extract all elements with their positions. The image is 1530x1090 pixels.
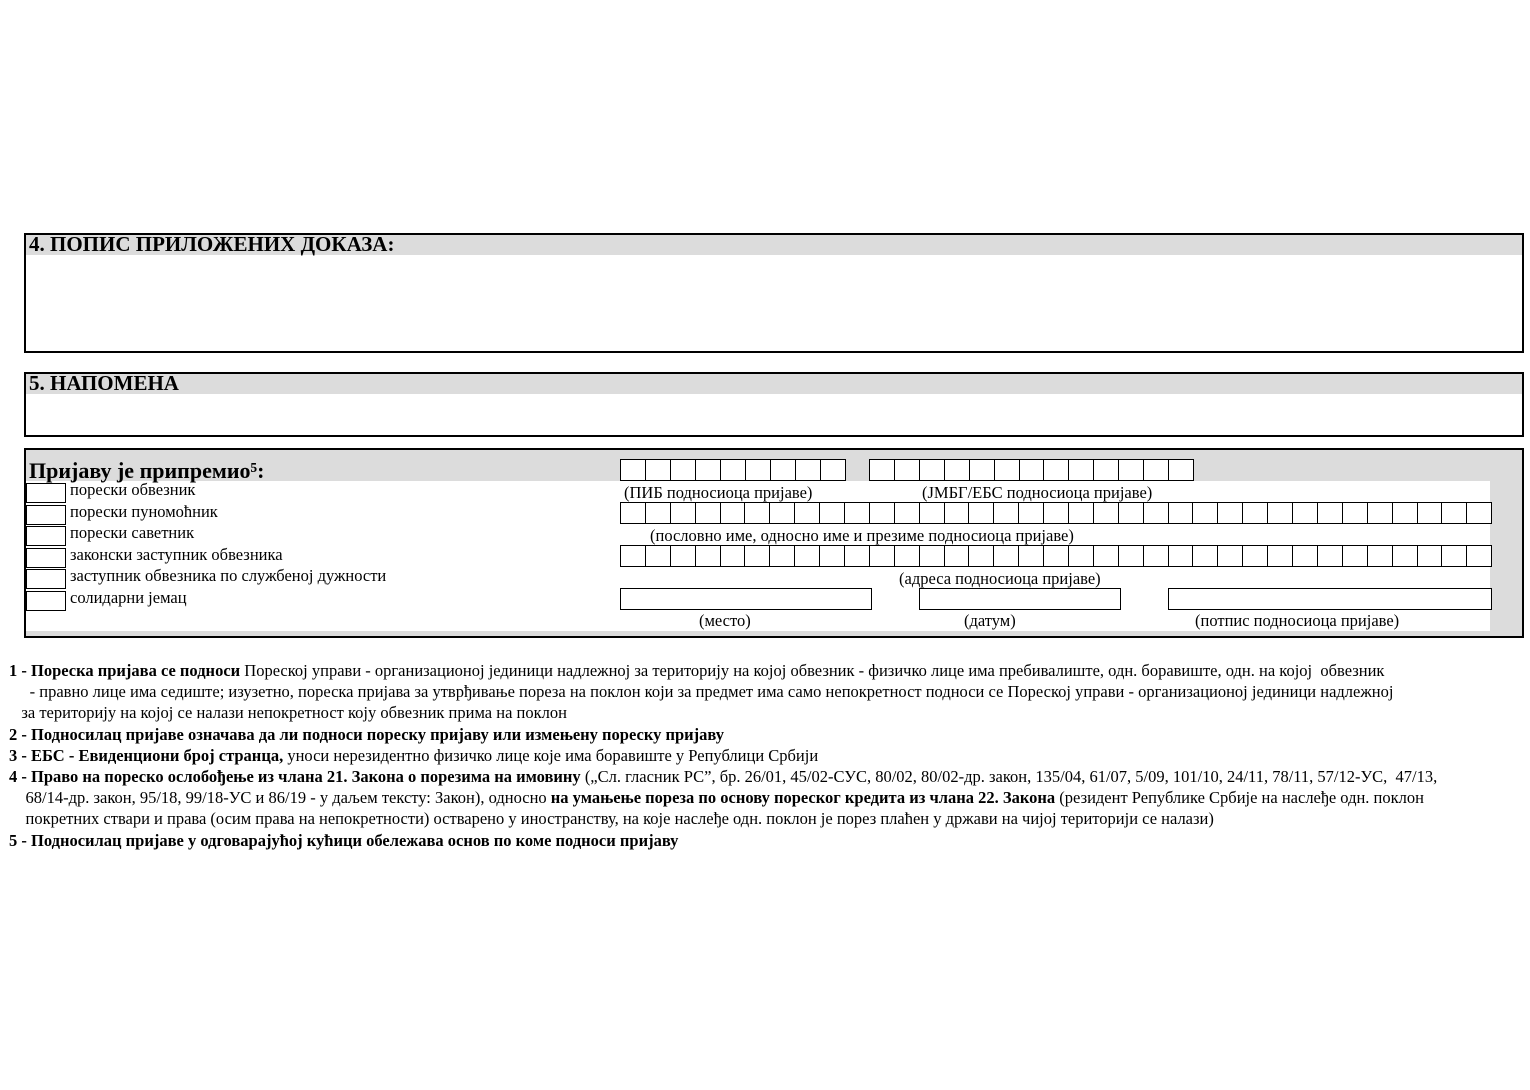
- section-title: 4. ПОПИС ПРИЛОЖЕНИХ ДОКАЗА:: [29, 232, 395, 256]
- prepared-title: Пријаву је припремио⁵:: [29, 458, 265, 483]
- section-title: 5. НАПОМЕНА: [29, 371, 179, 395]
- digit-cell[interactable]: [1343, 546, 1368, 566]
- digit-cell[interactable]: [721, 503, 746, 523]
- digit-cell[interactable]: [696, 546, 721, 566]
- digit-cell[interactable]: [771, 460, 796, 480]
- digit-cell[interactable]: [621, 503, 646, 523]
- digit-cell[interactable]: [1044, 503, 1069, 523]
- footnote-bold-text: 3 - ЕБС - Евиденциони број странца,: [9, 745, 284, 765]
- role-label: порески обвезник: [70, 480, 196, 499]
- digit-cell[interactable]: [1193, 546, 1218, 566]
- digit-cell[interactable]: [820, 503, 845, 523]
- digit-cell[interactable]: [696, 503, 721, 523]
- role-label: законски заступник обвезника: [70, 544, 283, 564]
- role-label: солидарни јемац: [70, 587, 187, 607]
- footnote-line: [9, 747, 818, 765]
- footnote-text: уноси нерезидентно физичко лице које има боравиште у Републици Србији: [283, 745, 819, 765]
- footnote-bold-text: 1 - Пореска пријава се подноси: [9, 661, 241, 680]
- footnote-line: [9, 704, 567, 722]
- section-prepared-by: [24, 448, 1524, 638]
- digit-cell[interactable]: [671, 460, 696, 480]
- digit-cell[interactable]: [1144, 546, 1169, 566]
- digit-cell[interactable]: [795, 503, 820, 523]
- role-label: порески саветник: [70, 523, 195, 542]
- footnote-bold-text: 4 - Право на пореско ослобођење из члана 21. Закона о порезима на имовину: [9, 767, 581, 786]
- footnote-bold-text: 2 - Подносилац пријаве означава да ли подноси пореску пријаву или измењену пореску пријаву: [9, 724, 725, 744]
- digit-cell[interactable]: [1368, 503, 1393, 523]
- digit-cell[interactable]: [770, 503, 795, 523]
- digit-cell[interactable]: [870, 460, 895, 480]
- digit-cell[interactable]: [1293, 546, 1318, 566]
- digit-cell[interactable]: [1094, 503, 1119, 523]
- digit-cell[interactable]: [745, 503, 770, 523]
- digit-cell[interactable]: [870, 503, 895, 523]
- footnote-bold-text: на умањење пореза по основу пореског кредита из члана 22. Закона: [550, 788, 1056, 808]
- evidence-list-field[interactable]: [30, 259, 1518, 347]
- jmbg-caption: (ЈМБГ/ЕБС подносиоца пријаве): [922, 483, 1153, 502]
- digit-cell[interactable]: [1268, 546, 1293, 566]
- role-checkbox[interactable]: [26, 526, 66, 546]
- digit-cell[interactable]: [895, 460, 920, 480]
- digit-cell[interactable]: [1094, 460, 1119, 480]
- digit-cell[interactable]: [945, 460, 970, 480]
- digit-cell[interactable]: [721, 546, 746, 566]
- digit-cell[interactable]: [1069, 460, 1094, 480]
- name-input[interactable]: [620, 502, 1492, 524]
- role-checkbox[interactable]: [26, 505, 66, 525]
- digit-cell[interactable]: [795, 546, 820, 566]
- digit-cell[interactable]: [745, 546, 770, 566]
- section-header: [26, 371, 1522, 395]
- pib-input[interactable]: [620, 459, 846, 481]
- digit-cell[interactable]: [1094, 546, 1119, 566]
- digit-cell[interactable]: [1418, 546, 1443, 566]
- digit-cell[interactable]: [1293, 503, 1318, 523]
- digit-cell[interactable]: [969, 503, 994, 523]
- digit-cell[interactable]: [1393, 546, 1418, 566]
- name-caption: (пословно име, односно име и презиме подносиоца пријаве): [650, 526, 1074, 545]
- digit-cell[interactable]: [1044, 546, 1069, 566]
- date-input[interactable]: [919, 588, 1121, 610]
- digit-cell[interactable]: [746, 460, 771, 480]
- digit-cell[interactable]: [646, 546, 671, 566]
- role-label: порески пуномоћник: [70, 501, 218, 521]
- digit-cell[interactable]: [870, 546, 895, 566]
- digit-cell[interactable]: [1393, 503, 1418, 523]
- address-caption: (адреса подносиоца пријаве): [899, 569, 1101, 588]
- footnote-text: (резидент Републике Србије на наслеђе одн. поклон: [1055, 788, 1424, 808]
- digit-cell[interactable]: [1442, 503, 1467, 523]
- digit-cell[interactable]: [621, 546, 646, 566]
- role-checkbox[interactable]: [26, 548, 66, 568]
- footnote-text: покретних ствари и права (осим права на непокретности) остварено у иностранству, на које наслеђе одн. поклон је порез плаћен у држави на чијој територији се налази): [9, 809, 1214, 829]
- digit-cell[interactable]: [1243, 503, 1268, 523]
- digit-cell[interactable]: [796, 460, 821, 480]
- digit-cell[interactable]: [945, 546, 970, 566]
- digit-cell[interactable]: [969, 546, 994, 566]
- digit-cell[interactable]: [696, 460, 721, 480]
- digit-cell[interactable]: [646, 503, 671, 523]
- digit-cell[interactable]: [1019, 503, 1044, 523]
- digit-cell[interactable]: [920, 546, 945, 566]
- digit-cell[interactable]: [1044, 460, 1069, 480]
- digit-cell[interactable]: [1020, 460, 1045, 480]
- digit-cell[interactable]: [895, 546, 920, 566]
- digit-cell[interactable]: [1069, 546, 1094, 566]
- footnote-text: - правно лице има седиште; изузетно, пореска пријава за утврђивање пореза на поклон који за предмет има само непокретност подноси се Пореској управи - организационој јединици надлежној: [9, 682, 1394, 702]
- digit-cell[interactable]: [1268, 503, 1293, 523]
- section-note: [24, 372, 1524, 437]
- footnote-line: [9, 683, 1393, 701]
- digit-cell[interactable]: [920, 503, 945, 523]
- digit-cell[interactable]: [646, 460, 671, 480]
- digit-cell[interactable]: [1243, 546, 1268, 566]
- footnote-text: 68/14-др. закон, 95/18, 99/18-УС и 86/19 - у даљем тексту: Закон), односно: [9, 788, 551, 808]
- footnote-bold-text: 5 - Подносилац пријаве у одговарајућој кућици обележава основ по коме подноси пријаву: [9, 830, 679, 850]
- section-header: [26, 232, 1522, 256]
- place-caption: (место): [699, 611, 751, 630]
- footnote-line: [9, 810, 1214, 828]
- footnote-line: [9, 789, 1424, 807]
- jmbg-input[interactable]: [869, 459, 1194, 481]
- digit-cell[interactable]: [1169, 460, 1193, 480]
- digit-cell[interactable]: [994, 546, 1019, 566]
- digit-cell[interactable]: [770, 546, 795, 566]
- footnote-line: [9, 726, 724, 744]
- digit-cell[interactable]: [995, 460, 1020, 480]
- digit-cell[interactable]: [845, 546, 870, 566]
- date-caption: (датум): [964, 611, 1016, 630]
- role-label: заступник обвезника по службеној дужности: [70, 566, 387, 585]
- digit-cell[interactable]: [1318, 546, 1343, 566]
- digit-cell[interactable]: [1169, 503, 1194, 523]
- digit-cell[interactable]: [671, 546, 696, 566]
- digit-cell[interactable]: [721, 460, 746, 480]
- digit-cell[interactable]: [1318, 503, 1343, 523]
- digit-cell[interactable]: [994, 503, 1019, 523]
- footnote-line: [9, 832, 678, 850]
- digit-cell[interactable]: [1442, 546, 1467, 566]
- digit-cell[interactable]: [1368, 546, 1393, 566]
- digit-cell[interactable]: [1019, 546, 1044, 566]
- digit-cell[interactable]: [1418, 503, 1443, 523]
- footnote-text: за територију на којој се налази непокретност коју обвезник прима на поклон: [9, 703, 567, 723]
- role-checkbox[interactable]: [26, 591, 66, 611]
- place-input[interactable]: [620, 588, 872, 610]
- digit-cell[interactable]: [821, 460, 845, 480]
- digit-cell[interactable]: [1218, 503, 1243, 523]
- digit-cell[interactable]: [945, 503, 970, 523]
- footnote-text: („Сл. гласник РС”, бр. 26/01, 45/02-СУС, 80/02, 80/02-др. закон, 135/04, 61/07, 5/09, 101/10, 24/11, 78/11, 57/12-УС, 47/13,: [580, 767, 1438, 786]
- digit-cell[interactable]: [1467, 503, 1491, 523]
- digit-cell[interactable]: [895, 503, 920, 523]
- digit-cell[interactable]: [621, 460, 646, 480]
- footnote-line: [9, 768, 1437, 786]
- digit-cell[interactable]: [820, 546, 845, 566]
- address-input[interactable]: [620, 545, 1492, 567]
- role-checkbox[interactable]: [26, 483, 66, 503]
- role-checkbox[interactable]: [26, 569, 66, 589]
- digit-cell[interactable]: [1169, 546, 1194, 566]
- digit-cell[interactable]: [1218, 546, 1243, 566]
- digit-cell[interactable]: [845, 503, 870, 523]
- digit-cell[interactable]: [1144, 460, 1169, 480]
- digit-cell[interactable]: [1069, 503, 1094, 523]
- digit-cell[interactable]: [920, 460, 945, 480]
- note-field[interactable]: [30, 398, 1518, 431]
- digit-cell[interactable]: [1119, 503, 1144, 523]
- pib-caption: (ПИБ подносиоца пријаве): [624, 483, 813, 502]
- digit-cell[interactable]: [1119, 546, 1144, 566]
- section-attached-evidence: [24, 233, 1524, 353]
- digit-cell[interactable]: [1343, 503, 1368, 523]
- digit-cell[interactable]: [1144, 503, 1169, 523]
- signature-caption: (потпис подносиоца пријаве): [1195, 611, 1400, 630]
- digit-cell[interactable]: [970, 460, 995, 480]
- digit-cell[interactable]: [671, 503, 696, 523]
- digit-cell[interactable]: [1119, 460, 1144, 480]
- footnote-line: [9, 662, 1384, 680]
- footnote-text: Пореској управи - организационој јединици надлежној за територију на којој обвезник - физичко лице има пребивалиште, одн. боравиште, одн. на којој обвезник: [240, 661, 1385, 680]
- digit-cell[interactable]: [1467, 546, 1491, 566]
- digit-cell[interactable]: [1193, 503, 1218, 523]
- signature-field[interactable]: [1168, 588, 1492, 610]
